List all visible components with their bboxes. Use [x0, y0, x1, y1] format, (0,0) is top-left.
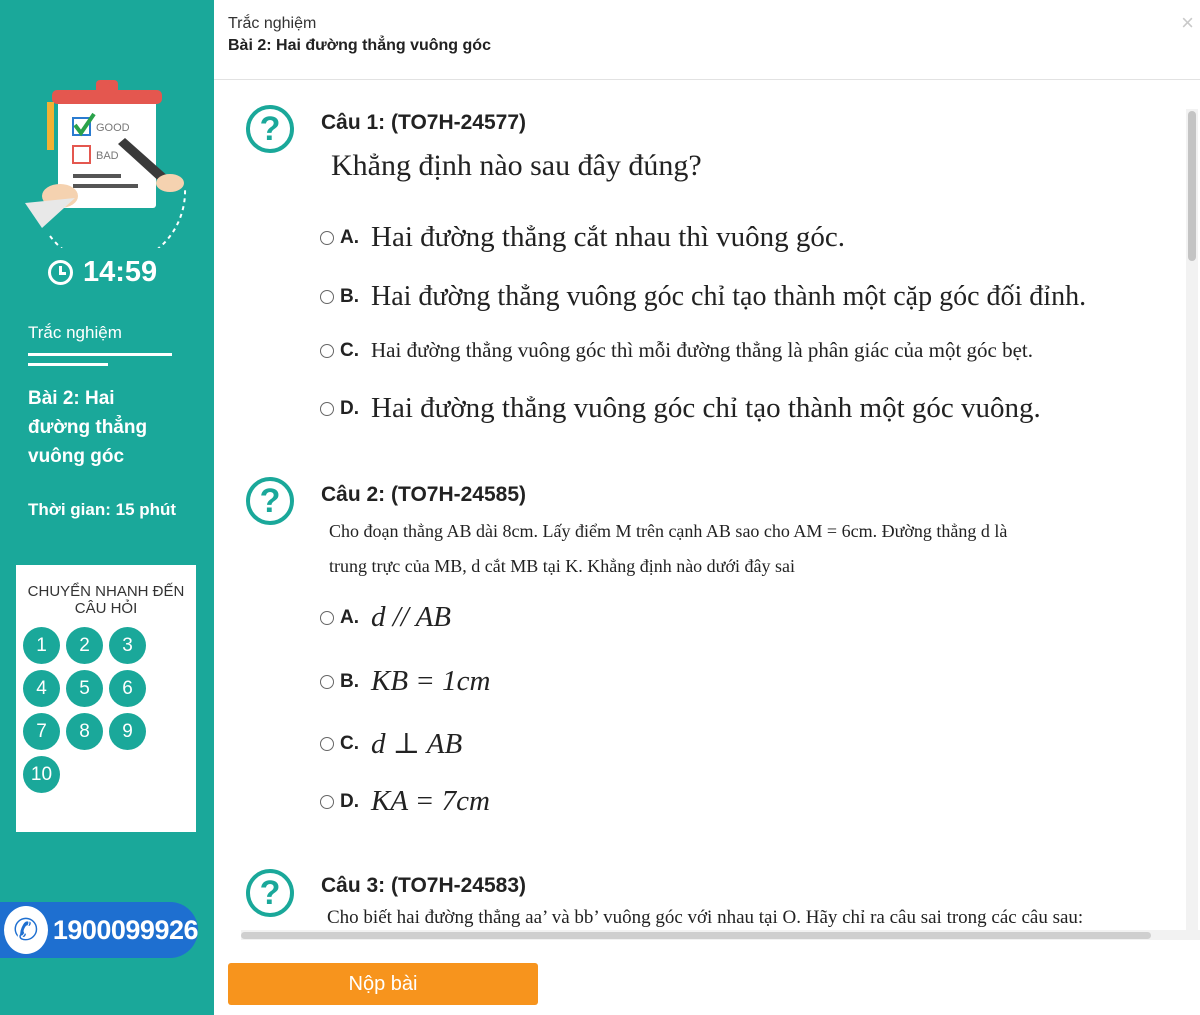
- close-icon[interactable]: ×: [1181, 10, 1194, 35]
- header-lesson-title: Bài 2: Hai đường thẳng vuông góc: [228, 37, 491, 54]
- question-navigator: [16, 565, 196, 832]
- option-text: Hai đường thẳng vuông góc chỉ tạo thành một cặp góc đối đỉnh.: [371, 281, 1087, 312]
- radio-button[interactable]: [320, 795, 334, 809]
- radio-button[interactable]: [320, 737, 334, 751]
- jump-to-question-3[interactable]: 3: [109, 627, 146, 664]
- radio-button[interactable]: [320, 611, 334, 625]
- question-2-option-b[interactable]: [320, 665, 490, 698]
- question-icon: ?: [246, 869, 294, 917]
- jump-to-question-8[interactable]: 8: [66, 713, 103, 750]
- jump-to-question-9[interactable]: 9: [109, 713, 146, 750]
- option-letter: D.: [340, 397, 359, 419]
- option-text: Hai đường thẳng vuông góc thì mỗi đường thẳng là phân giác của một góc bẹt.: [371, 338, 1034, 362]
- option-text: KB = 1cm: [371, 665, 491, 697]
- jump-to-question-2[interactable]: 2: [66, 627, 103, 664]
- header-category: Trắc nghiệm: [228, 15, 317, 32]
- question-2-text-line-2: trung trực của MB, d cắt MB tại K. Khẳng định nào dưới đây sai: [329, 556, 795, 576]
- hotline-number: 1900099926: [52, 914, 198, 945]
- radio-button[interactable]: [320, 290, 334, 304]
- question-3-text: Cho biết hai đường thẳng aa’ và bb’ vuông góc với nhau tại O. Hãy chỉ ra câu sai trong các câu sau:: [327, 907, 1084, 928]
- timer-value: 14:59: [83, 256, 158, 288]
- divider: [28, 353, 172, 356]
- option-text: KA = 7cm: [371, 785, 490, 817]
- question-1-option-a[interactable]: [320, 221, 845, 254]
- navigator-grid: [23, 627, 153, 793]
- question-1-option-c[interactable]: [320, 338, 1033, 363]
- question-icon: ?: [246, 477, 294, 525]
- quiz-checklist-illustration: [20, 78, 195, 248]
- question-1-title: Câu 1: (TO7H-24577): [321, 111, 527, 134]
- option-letter: B.: [340, 670, 359, 692]
- bad-label: BAD: [96, 150, 119, 162]
- question-1-text: Khẳng định nào sau đây đúng?: [331, 149, 702, 182]
- sidebar-lesson-title: Bài 2: Hai đường thẳng vuông góc: [28, 388, 148, 467]
- question-2-title: Câu 2: (TO7H-24585): [321, 483, 527, 506]
- question-1-option-d[interactable]: [320, 392, 1041, 425]
- jump-to-question-4[interactable]: 4: [23, 670, 60, 707]
- phone-icon: ✆: [4, 906, 48, 954]
- navigator-title: CHUYỂN NHANH ĐẾN CÂU HỎI: [27, 583, 185, 617]
- sidebar-category: Trắc nghiệm: [28, 323, 122, 342]
- vertical-scrollbar[interactable]: [1186, 109, 1198, 939]
- jump-to-question-6[interactable]: 6: [109, 670, 146, 707]
- option-text: d ⊥ AB: [371, 728, 463, 760]
- option-letter: A.: [340, 226, 359, 248]
- questions-panel: [214, 81, 1200, 940]
- radio-button[interactable]: [320, 231, 334, 245]
- good-label: GOOD: [96, 122, 130, 134]
- question-2-option-d[interactable]: [320, 785, 490, 818]
- quiz-header: [214, 0, 1200, 80]
- question-2-option-a[interactable]: [320, 601, 451, 634]
- question-1-option-b[interactable]: [320, 281, 1086, 313]
- option-letter: C.: [340, 339, 359, 361]
- time-limit: Thời gian: 15 phút: [28, 500, 177, 519]
- option-text: d // AB: [371, 601, 452, 633]
- jump-to-question-10[interactable]: 10: [23, 756, 60, 793]
- jump-to-question-5[interactable]: 5: [66, 670, 103, 707]
- radio-button[interactable]: [320, 402, 334, 416]
- sidebar: [0, 0, 214, 1015]
- question-2-option-c[interactable]: [320, 726, 462, 761]
- radio-button[interactable]: [320, 344, 334, 358]
- radio-button[interactable]: [320, 675, 334, 689]
- submit-button[interactable]: Nộp bài: [228, 963, 538, 1005]
- hotline-button[interactable]: [0, 902, 198, 958]
- option-letter: D.: [340, 790, 359, 812]
- scrollbar-thumb[interactable]: [1188, 111, 1196, 261]
- question-icon: ?: [246, 105, 294, 153]
- option-letter: C.: [340, 732, 359, 754]
- option-text: Hai đường thẳng vuông góc chỉ tạo thành một góc vuông.: [371, 392, 1041, 424]
- scrollbar-thumb[interactable]: [241, 932, 1151, 939]
- clock-icon: [48, 260, 73, 285]
- option-text: Hai đường thẳng cắt nhau thì vuông góc.: [371, 221, 846, 253]
- divider: [28, 363, 108, 366]
- jump-to-question-7[interactable]: 7: [23, 713, 60, 750]
- question-3-title: Câu 3: (TO7H-24583): [321, 874, 527, 897]
- option-letter: A.: [340, 606, 359, 628]
- horizontal-scrollbar[interactable]: [241, 930, 1200, 940]
- countdown-timer: [48, 256, 157, 289]
- option-letter: B.: [340, 286, 359, 307]
- question-2-text-line-1: Cho đoạn thẳng AB dài 8cm. Lấy điểm M trên cạnh AB sao cho AM = 6cm. Đường thẳng d là: [329, 521, 1008, 541]
- jump-to-question-1[interactable]: 1: [23, 627, 60, 664]
